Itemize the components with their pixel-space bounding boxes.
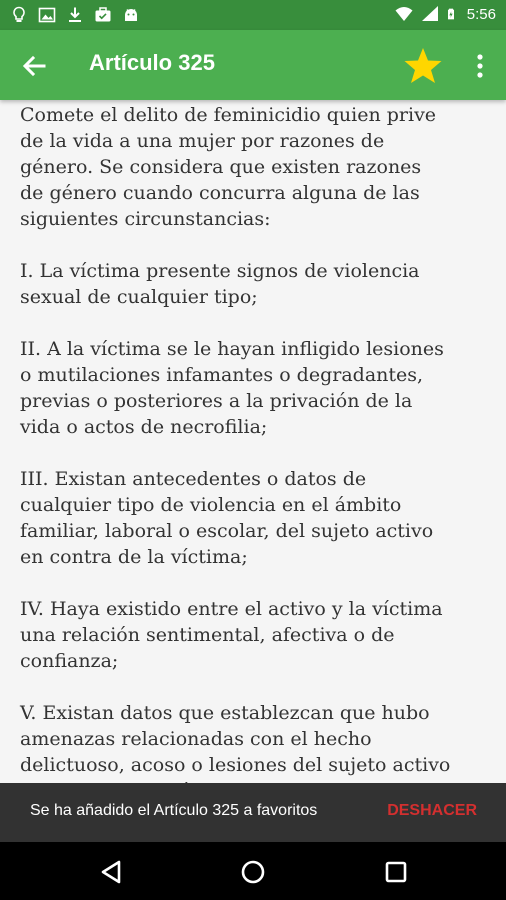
article-line: sexual de cualquier tipo; [20, 286, 258, 308]
article-paragraph [0, 336, 492, 440]
article-paragraph [0, 258, 492, 310]
arrow-back-icon[interactable] [18, 50, 50, 82]
article-line: previas o posteriores a la privación de la [20, 390, 413, 412]
article-paragraph [0, 596, 492, 674]
article-line: de género cuando concurra alguna de las [20, 182, 420, 204]
article-line: género. Se considera que existen razones [20, 156, 422, 178]
recents-square-icon[interactable] [382, 858, 410, 886]
status-time: 5:56 [466, 5, 496, 23]
wifi-icon [395, 5, 413, 23]
page-title: Artículo 325 [89, 50, 215, 75]
article-line: una relación sentimental, afectiva o de [20, 624, 395, 646]
article-paragraph [0, 102, 492, 232]
article-line: siguientes circunstancias: [20, 208, 271, 230]
signal-icon [421, 5, 439, 23]
article-line: I. La víctima presente signos de violencia [20, 260, 420, 282]
android-icon [122, 6, 140, 24]
status-system-icons [395, 5, 496, 23]
article-line: vida o actos de necrofilia; [20, 416, 268, 438]
snackbar-message: Se ha añadido el Artículo 325 a favoritos [30, 802, 318, 819]
star-icon[interactable] [403, 46, 443, 84]
app-bar [0, 30, 506, 100]
snackbar [0, 783, 506, 842]
status-notification-icons [10, 6, 140, 24]
briefcase-icon [94, 6, 112, 24]
battery-icon [447, 5, 459, 23]
article-line: en contra de la víctima; [20, 546, 248, 568]
download-icon [66, 6, 84, 24]
article-line: confianza; [20, 650, 119, 672]
article-line: II. A la víctima se le hayan infligido lesiones [20, 338, 444, 360]
status-bar [0, 0, 506, 30]
lightbulb-icon [10, 6, 28, 24]
undo-button[interactable]: DESHACER [387, 802, 477, 819]
article-line: IV. Haya existido entre el activo y la víctima [20, 598, 443, 620]
back-triangle-icon[interactable] [98, 858, 126, 886]
article-line: o mutilaciones infamantes o degradantes, [20, 364, 424, 386]
article-line: III. Existan antecedentes o datos de [20, 468, 367, 490]
article-line: cualquier tipo de violencia en el ámbito [20, 494, 402, 516]
image-icon [38, 6, 56, 24]
article-line: de la vida a una mujer por razones de [20, 130, 385, 152]
article-line: amenazas relacionadas con el hecho [20, 728, 372, 750]
navigation-bar [0, 842, 506, 900]
article-paragraph [0, 466, 492, 570]
article-content[interactable] [0, 100, 506, 783]
more-vert-icon[interactable] [468, 50, 492, 82]
article-line: familiar, laboral o escolar, del sujeto activo [20, 520, 434, 542]
article-line: V. Existan datos que establezcan que hubo [20, 702, 430, 724]
article-line: Comete el delito de feminicidio quien prive [20, 104, 437, 126]
home-circle-icon[interactable] [239, 858, 267, 886]
article-line: delictuoso, acoso o lesiones del sujeto activo [20, 754, 451, 776]
